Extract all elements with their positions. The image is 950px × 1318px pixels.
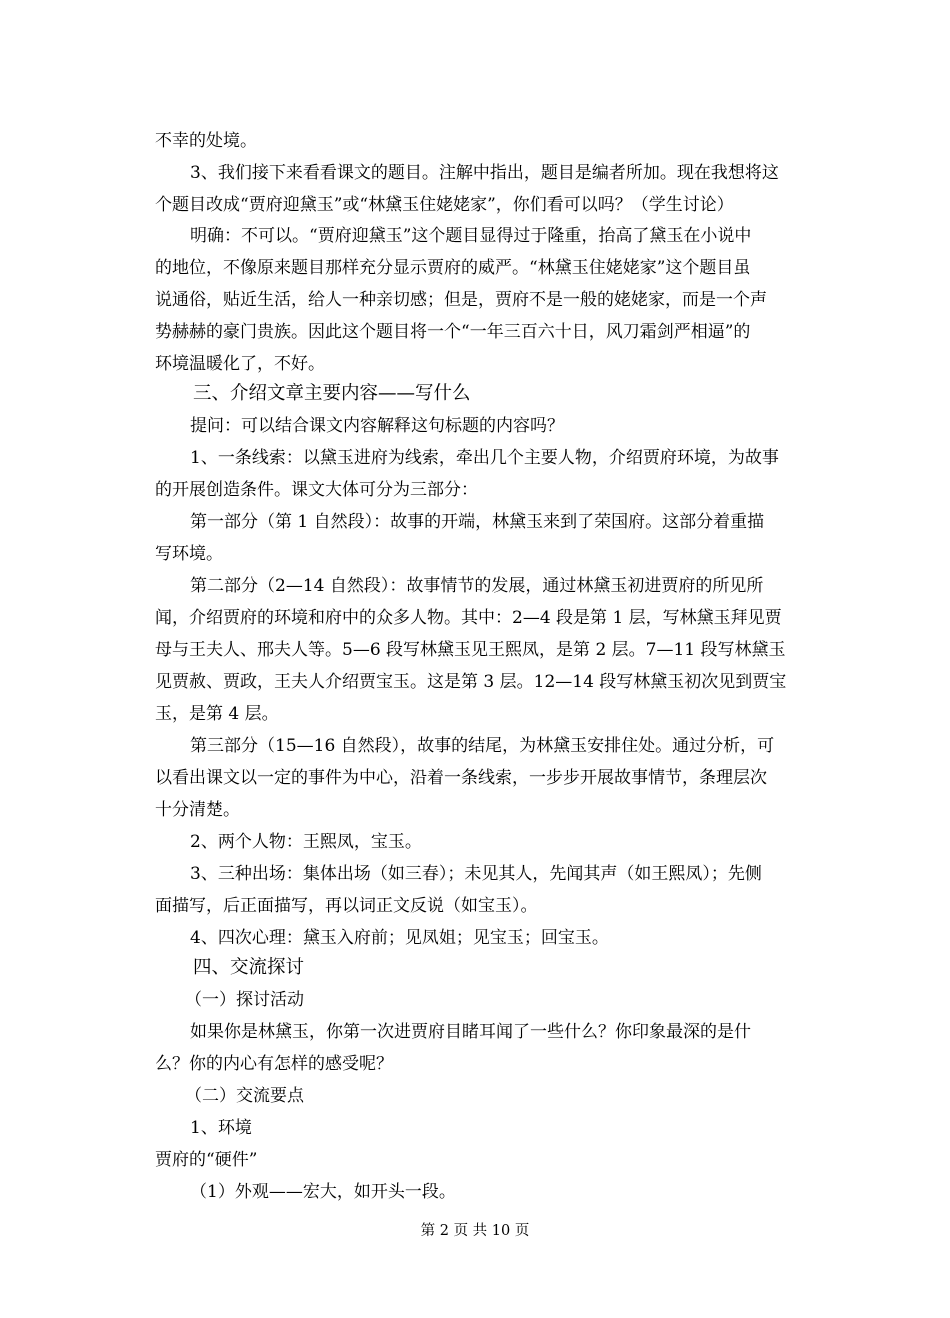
text-line: 环境温暖化了，不好。 xyxy=(155,354,325,374)
text-line: 说通俗，贴近生活，给人一种亲切感；但是，贾府不是一般的姥姥家，而是一个声 xyxy=(155,290,767,310)
text-line: 十分清楚。 xyxy=(155,800,240,820)
text-line: 面描写，后正面描写，再以词正文反说（如宝玉）。 xyxy=(155,896,538,916)
text-line: 玉，是第 4 层。 xyxy=(155,704,279,724)
text-line: 第三部分（15—16 自然段），故事的结尾，为林黛玉安排住处。通过分析，可 xyxy=(190,736,775,756)
text-line: 1、环境 xyxy=(190,1118,252,1138)
text-line: 势赫赫的豪门贵族。因此这个题目将一个“一年三百六十日，风刀霜剑严相逼”的 xyxy=(155,322,751,342)
text-line: 写环境。 xyxy=(155,544,223,564)
subsection-heading: （二）交流要点 xyxy=(185,1086,304,1106)
text-line: 提问：可以结合课文内容解释这句标题的内容吗？ xyxy=(190,416,564,436)
text-line: 个题目改成“贾府迎黛玉”或“林黛玉住姥姥家”，你们看可以吗？（学生讨论） xyxy=(155,195,734,215)
text-line: 4、四次心理：黛玉入府前；见凤姐；见宝玉；回宝玉。 xyxy=(190,928,609,948)
text-line: 2、两个人物：王熙凤，宝玉。 xyxy=(190,832,422,852)
text-line: 第一部分（第 1 自然段）：故事的开端，林黛玉来到了荣国府。这部分着重描 xyxy=(190,512,765,532)
text-line: 不幸的处境。 xyxy=(155,131,257,151)
text-line: （1）外观——宏大，如开头一段。 xyxy=(190,1182,456,1202)
page-footer: 第 2 页 共 10 页 xyxy=(420,1223,530,1239)
text-line: 如果你是林黛玉，你第一次进贾府目睹耳闻了一些什么？你印象最深的是什 xyxy=(190,1022,751,1042)
text-line: 1、一条线索：以黛玉进府为线索，牵出几个主要人物，介绍贾府环境，为故事 xyxy=(190,448,779,468)
text-line: 3、我们接下来看看课文的题目。注解中指出，题目是编者所加。现在我想将这 xyxy=(190,163,779,183)
subsection-heading: （一）探讨活动 xyxy=(185,990,304,1010)
text-line: 见贾赦、贾政，王夫人介绍贾宝玉。这是第 3 层。12—14 段写林黛玉初次见到贾宝 xyxy=(155,672,787,692)
section-heading: 三、介绍文章主要内容——写什么 xyxy=(193,383,471,404)
text-line: 以看出课文以一定的事件为中心，沿着一条线索，一步步开展故事情节，条理层次 xyxy=(155,768,767,788)
text-line: 的地位，不像原来题目那样充分显示贾府的威严。“林黛玉住姥姥家”这个题目虽 xyxy=(155,258,751,278)
text-line: 第二部分（2—14 自然段）：故事情节的发展，通过林黛玉初进贾府的所见所 xyxy=(190,576,764,596)
text-line: 明确：不可以。“贾府迎黛玉”这个题目显得过于隆重，抬高了黛玉在小说中 xyxy=(190,226,752,246)
section-heading: 四、交流探讨 xyxy=(193,957,305,978)
text-line: 母与王夫人、邢夫人等。5—6 段写林黛玉见王熙凤，是第 2 层。7—11 段写林黛玉 xyxy=(155,640,786,660)
text-line: 的开展创造条件。课文大体可分为三部分： xyxy=(155,480,478,500)
text-line: 么？你的内心有怎样的感受呢？ xyxy=(155,1054,393,1074)
text-line: 贾府的“硬件” xyxy=(155,1150,258,1170)
text-line: 闻，介绍贾府的环境和府中的众多人物。其中：2—4 段是第 1 层，写林黛玉拜见贾 xyxy=(155,608,782,628)
text-line: 3、三种出场：集体出场（如三春）；未见其人，先闻其声（如王熙凤）；先侧 xyxy=(190,864,762,884)
